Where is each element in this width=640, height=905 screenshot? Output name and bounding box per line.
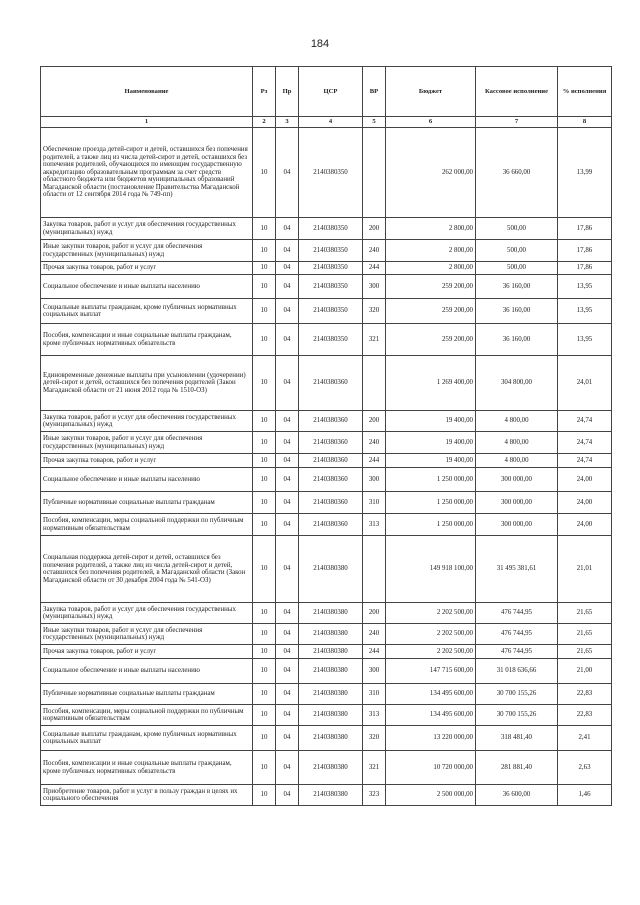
row-csr: 2140380380	[299, 785, 363, 806]
table-row	[41, 684, 612, 705]
row-cash-execution: 31 495 381,61	[476, 536, 558, 603]
row-execution-percent: 17,86	[558, 218, 612, 240]
table-row	[41, 468, 612, 492]
row-name: Прочая закупка товаров, работ и услуг	[41, 262, 253, 275]
row-rz: 10	[253, 240, 276, 262]
page-number: 184	[310, 38, 330, 50]
row-name: Социальное обеспечение и иные выплаты населению	[41, 659, 253, 684]
row-csr: 2140380380	[299, 705, 363, 726]
row-cash-execution: 476 744,95	[476, 603, 558, 624]
row-vr: 321	[363, 751, 386, 785]
row-pr: 04	[276, 645, 299, 659]
row-execution-percent: 24,74	[558, 432, 612, 454]
row-vr: 244	[363, 645, 386, 659]
table-row	[41, 128, 612, 218]
row-execution-percent: 22,83	[558, 705, 612, 726]
row-execution-percent: 13,95	[558, 299, 612, 324]
row-name: Пособия, компенсации и иные социальные выплаты гражданам, кроме публичных нормативных обязательств	[41, 324, 253, 356]
row-budget: 2 202 500,00	[386, 603, 476, 624]
row-rz: 10	[253, 785, 276, 806]
table-row	[41, 726, 612, 751]
header-name: Наименование	[41, 67, 253, 117]
row-execution-percent: 21,01	[558, 536, 612, 603]
row-csr: 2140380380	[299, 751, 363, 785]
row-pr: 04	[276, 536, 299, 603]
row-csr: 2140380360	[299, 492, 363, 514]
table-row	[41, 218, 612, 240]
row-name: Закупка товаров, работ и услуг для обеспечения государственных (муниципальных) нужд	[41, 603, 253, 624]
row-rz: 10	[253, 468, 276, 492]
row-rz: 10	[253, 751, 276, 785]
row-name: Закупка товаров, работ и услуг для обеспечения государственных (муниципальных) нужд	[41, 411, 253, 432]
row-csr: 2140380380	[299, 624, 363, 645]
row-name: Пособия, компенсации, меры социальной поддержки по публичным нормативным обязательствам	[41, 514, 253, 536]
row-cash-execution: 36 160,00	[476, 275, 558, 299]
row-rz: 10	[253, 514, 276, 536]
column-number: 5	[363, 117, 386, 128]
row-vr: 244	[363, 454, 386, 468]
row-csr: 2140380360	[299, 454, 363, 468]
row-execution-percent: 2,63	[558, 751, 612, 785]
row-cash-execution: 476 744,95	[476, 645, 558, 659]
row-execution-percent: 13,95	[558, 324, 612, 356]
row-budget: 19 400,00	[386, 411, 476, 432]
row-vr: 200	[363, 603, 386, 624]
row-pr: 04	[276, 128, 299, 218]
row-name: Пособия, компенсации и иные социальные выплаты гражданам, кроме публичных нормативных обязательств	[41, 751, 253, 785]
row-name: Иные закупки товаров, работ и услуг для обеспечения государственных (муниципальных) нужд	[41, 432, 253, 454]
row-vr: 313	[363, 705, 386, 726]
row-execution-percent: 21,65	[558, 645, 612, 659]
row-name: Социальное обеспечение и иные выплаты населению	[41, 468, 253, 492]
table-row	[41, 262, 612, 275]
row-pr: 04	[276, 275, 299, 299]
row-vr: 300	[363, 275, 386, 299]
row-rz: 10	[253, 454, 276, 468]
row-rz: 10	[253, 432, 276, 454]
table-row	[41, 240, 612, 262]
row-cash-execution: 300 000,00	[476, 468, 558, 492]
row-csr: 2140380360	[299, 432, 363, 454]
column-numbers-row	[41, 117, 612, 128]
budget-execution-table	[40, 66, 612, 806]
table-row	[41, 492, 612, 514]
row-csr: 2140380350	[299, 262, 363, 275]
row-budget: 134 495 600,00	[386, 705, 476, 726]
row-name: Социальное обеспечение и иные выплаты населению	[41, 275, 253, 299]
row-rz: 10	[253, 705, 276, 726]
row-pr: 04	[276, 726, 299, 751]
row-vr: 310	[363, 684, 386, 705]
row-execution-percent: 24,74	[558, 454, 612, 468]
row-rz: 10	[253, 492, 276, 514]
row-vr: 320	[363, 726, 386, 751]
row-csr: 2140380380	[299, 536, 363, 603]
column-number: 4	[299, 117, 363, 128]
row-cash-execution: 500,00	[476, 240, 558, 262]
row-csr: 2140380350	[299, 218, 363, 240]
row-rz: 10	[253, 356, 276, 411]
row-pr: 04	[276, 468, 299, 492]
row-rz: 10	[253, 684, 276, 705]
row-budget: 149 918 100,00	[386, 536, 476, 603]
row-csr: 2140380360	[299, 356, 363, 411]
row-budget: 2 800,00	[386, 218, 476, 240]
row-name: Публичные нормативные социальные выплаты гражданам	[41, 492, 253, 514]
column-number: 2	[253, 117, 276, 128]
header-budget: Бюджет	[386, 67, 476, 117]
row-cash-execution: 318 481,40	[476, 726, 558, 751]
header-cash-execution: Кассовое исполнение	[476, 67, 558, 117]
row-pr: 04	[276, 684, 299, 705]
row-csr: 2140380350	[299, 275, 363, 299]
row-name: Пособия, компенсации, меры социальной поддержки по публичным нормативным обязательствам	[41, 705, 253, 726]
row-budget: 147 715 600,00	[386, 659, 476, 684]
row-vr: 321	[363, 324, 386, 356]
header-csr: ЦСР	[299, 67, 363, 117]
row-csr: 2140380350	[299, 240, 363, 262]
column-number: 6	[386, 117, 476, 128]
row-vr: 240	[363, 624, 386, 645]
row-pr: 04	[276, 514, 299, 536]
row-budget: 262 000,00	[386, 128, 476, 218]
row-csr: 2140380350	[299, 324, 363, 356]
row-pr: 04	[276, 218, 299, 240]
row-budget: 134 495 600,00	[386, 684, 476, 705]
row-rz: 10	[253, 603, 276, 624]
row-execution-percent: 13,99	[558, 128, 612, 218]
table-body	[41, 128, 612, 806]
table-row	[41, 411, 612, 432]
table-row	[41, 324, 612, 356]
table-row	[41, 705, 612, 726]
row-vr	[363, 356, 386, 411]
row-cash-execution: 500,00	[476, 262, 558, 275]
row-pr: 04	[276, 411, 299, 432]
row-budget: 2 202 500,00	[386, 624, 476, 645]
row-budget: 19 400,00	[386, 454, 476, 468]
header-execution-percent: % исполнения	[558, 67, 612, 117]
row-budget: 2 800,00	[386, 240, 476, 262]
row-vr: 200	[363, 218, 386, 240]
row-budget: 1 250 000,00	[386, 468, 476, 492]
row-name: Иные закупки товаров, работ и услуг для обеспечения государственных (муниципальных) нужд	[41, 624, 253, 645]
row-cash-execution: 31 018 636,66	[476, 659, 558, 684]
column-number: 3	[276, 117, 299, 128]
table-row	[41, 645, 612, 659]
row-budget: 19 400,00	[386, 432, 476, 454]
row-execution-percent: 2,41	[558, 726, 612, 751]
row-cash-execution: 36 660,00	[476, 128, 558, 218]
row-execution-percent: 21,65	[558, 624, 612, 645]
row-budget: 2 800,00	[386, 262, 476, 275]
row-cash-execution: 281 881,40	[476, 751, 558, 785]
row-pr: 04	[276, 751, 299, 785]
row-csr: 2140380380	[299, 603, 363, 624]
row-pr: 04	[276, 454, 299, 468]
row-rz: 10	[253, 262, 276, 275]
row-name: Прочая закупка товаров, работ и услуг	[41, 454, 253, 468]
table-row	[41, 603, 612, 624]
header-vr: ВР	[363, 67, 386, 117]
table-row	[41, 536, 612, 603]
row-vr: 200	[363, 411, 386, 432]
row-execution-percent: 21,00	[558, 659, 612, 684]
row-rz: 10	[253, 324, 276, 356]
row-rz: 10	[253, 536, 276, 603]
row-name: Социальные выплаты гражданам, кроме публичных нормативных социальных выплат	[41, 299, 253, 324]
row-vr: 240	[363, 240, 386, 262]
column-number: 8	[558, 117, 612, 128]
row-pr: 04	[276, 324, 299, 356]
row-csr: 2140380380	[299, 645, 363, 659]
row-execution-percent: 24,00	[558, 492, 612, 514]
row-pr: 04	[276, 624, 299, 645]
row-pr: 04	[276, 240, 299, 262]
row-vr: 313	[363, 514, 386, 536]
row-vr	[363, 536, 386, 603]
row-budget: 1 250 000,00	[386, 514, 476, 536]
table-row	[41, 751, 612, 785]
row-budget: 259 200,00	[386, 275, 476, 299]
table-row	[41, 299, 612, 324]
row-rz: 10	[253, 128, 276, 218]
header-row	[41, 67, 612, 117]
row-csr: 2140380380	[299, 726, 363, 751]
row-execution-percent: 24,00	[558, 514, 612, 536]
row-pr: 04	[276, 262, 299, 275]
table-row	[41, 624, 612, 645]
row-cash-execution: 304 800,00	[476, 356, 558, 411]
row-name: Иные закупки товаров, работ и услуг для обеспечения государственных (муниципальных) нужд	[41, 240, 253, 262]
table-row	[41, 432, 612, 454]
row-pr: 04	[276, 299, 299, 324]
table-row	[41, 659, 612, 684]
row-cash-execution: 30 700 155,26	[476, 705, 558, 726]
row-budget: 2 202 500,00	[386, 645, 476, 659]
row-budget: 1 269 400,00	[386, 356, 476, 411]
header-pr: Пр	[276, 67, 299, 117]
header-rz: Рз	[253, 67, 276, 117]
row-csr: 2140380350	[299, 128, 363, 218]
row-csr: 2140380360	[299, 411, 363, 432]
row-rz: 10	[253, 659, 276, 684]
row-budget: 259 200,00	[386, 324, 476, 356]
row-rz: 10	[253, 726, 276, 751]
row-execution-percent: 22,83	[558, 684, 612, 705]
row-name: Приобретение товаров, работ и услуг в пользу граждан в целях их социального обеспечения	[41, 785, 253, 806]
row-vr: 320	[363, 299, 386, 324]
row-pr: 04	[276, 603, 299, 624]
row-vr: 240	[363, 432, 386, 454]
table-row	[41, 514, 612, 536]
row-execution-percent: 24,01	[558, 356, 612, 411]
row-rz: 10	[253, 624, 276, 645]
row-name: Публичные нормативные социальные выплаты гражданам	[41, 684, 253, 705]
row-pr: 04	[276, 356, 299, 411]
row-name: Социальная поддержка детей-сирот и детей, оставшихся без попечения родителей, а также лиц из числа детей-сирот и детей, оставшихся без попечения родителей, в Магаданской области (Закон Магаданской области от 30 декабря 2004 года № 541-ОЗ)	[41, 536, 253, 603]
row-cash-execution: 4 800,00	[476, 411, 558, 432]
row-cash-execution: 36 600,00	[476, 785, 558, 806]
row-csr: 2140380380	[299, 684, 363, 705]
table-row	[41, 356, 612, 411]
row-pr: 04	[276, 705, 299, 726]
row-vr: 244	[363, 262, 386, 275]
row-vr	[363, 128, 386, 218]
row-rz: 10	[253, 275, 276, 299]
row-execution-percent: 17,86	[558, 262, 612, 275]
row-pr: 04	[276, 492, 299, 514]
row-cash-execution: 300 000,00	[476, 514, 558, 536]
row-csr: 2140380380	[299, 659, 363, 684]
row-name: Социальные выплаты гражданам, кроме публичных нормативных социальных выплат	[41, 726, 253, 751]
row-name: Закупка товаров, работ и услуг для обеспечения государственных (муниципальных) нужд	[41, 218, 253, 240]
row-pr: 04	[276, 432, 299, 454]
row-csr: 2140380350	[299, 299, 363, 324]
row-execution-percent: 1,46	[558, 785, 612, 806]
row-pr: 04	[276, 659, 299, 684]
row-cash-execution: 4 800,00	[476, 454, 558, 468]
row-vr: 310	[363, 492, 386, 514]
row-cash-execution: 36 160,00	[476, 299, 558, 324]
row-budget: 259 200,00	[386, 299, 476, 324]
table-row	[41, 785, 612, 806]
row-rz: 10	[253, 411, 276, 432]
row-vr: 300	[363, 468, 386, 492]
row-vr: 323	[363, 785, 386, 806]
row-execution-percent: 13,95	[558, 275, 612, 299]
row-csr: 2140380360	[299, 468, 363, 492]
row-pr: 04	[276, 785, 299, 806]
table-row	[41, 275, 612, 299]
row-cash-execution: 4 800,00	[476, 432, 558, 454]
row-budget: 13 220 000,00	[386, 726, 476, 751]
row-budget: 10 720 000,00	[386, 751, 476, 785]
row-cash-execution: 300 000,00	[476, 492, 558, 514]
row-cash-execution: 36 160,00	[476, 324, 558, 356]
row-csr: 2140380360	[299, 514, 363, 536]
column-number: 1	[41, 117, 253, 128]
row-budget: 2 500 000,00	[386, 785, 476, 806]
row-rz: 10	[253, 299, 276, 324]
row-cash-execution: 30 700 155,26	[476, 684, 558, 705]
row-vr: 300	[363, 659, 386, 684]
row-execution-percent: 24,74	[558, 411, 612, 432]
row-name: Единовременные денежные выплаты при усыновлении (удочерении) детей-сирот и детей, оставшихся без попечения родителей (Закон Магаданской области от 21 июня 2012 года № 1510-ОЗ)	[41, 356, 253, 411]
table-row	[41, 454, 612, 468]
row-name: Обеспечение проезда детей-сирот и детей, оставшихся без попечения родителей, а также лиц из числа детей-сирот и детей, оставшихся без попечения родителей, обучающихся по имеющим государственную аккредитацию образовательным программам за счет средств областного бюджета или бюджетов муниципальных образований Магаданской области (постановление Правительства Магаданской области от 12 сентября 2014 года № 749-пп)	[41, 128, 253, 218]
row-name: Прочая закупка товаров, работ и услуг	[41, 645, 253, 659]
row-rz: 10	[253, 645, 276, 659]
row-execution-percent: 17,86	[558, 240, 612, 262]
row-rz: 10	[253, 218, 276, 240]
column-number: 7	[476, 117, 558, 128]
row-execution-percent: 24,00	[558, 468, 612, 492]
row-execution-percent: 21,65	[558, 603, 612, 624]
row-budget: 1 250 000,00	[386, 492, 476, 514]
row-cash-execution: 500,00	[476, 218, 558, 240]
row-cash-execution: 476 744,95	[476, 624, 558, 645]
